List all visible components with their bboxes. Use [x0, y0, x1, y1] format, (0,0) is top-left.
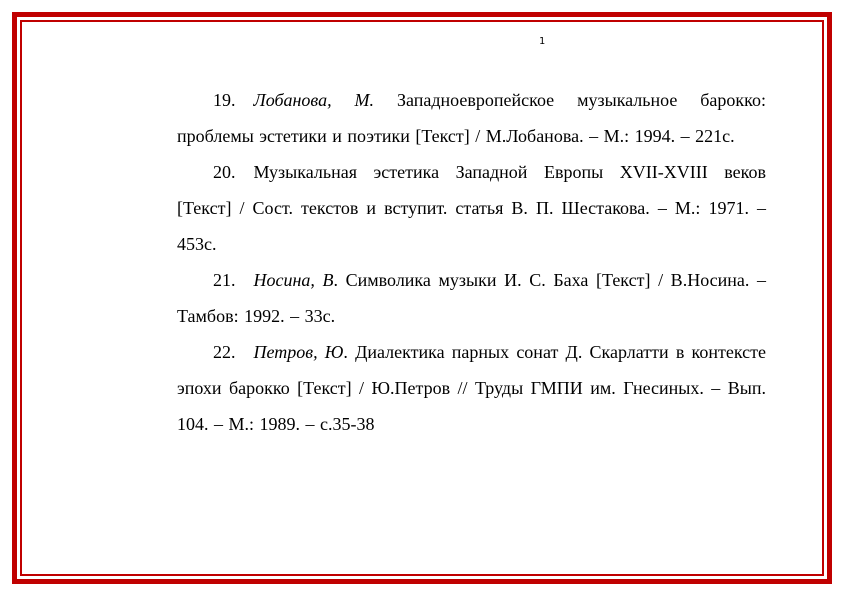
entry-text: . Символика музыки И. С. Баха [Текст] / В.Носина. – Тамбов: 1992. – 33с.: [177, 270, 766, 326]
bibliography-entry: [177, 154, 766, 262]
entry-text: Музыкальная эстетика Западной Европы XVII-XVIII веков [Текст] / Сост. текстов и вступит. статья В. П. Шестакова. – М.: 1971. – 453с.: [177, 162, 766, 254]
entry-author: Лобанова, М.: [253, 90, 375, 110]
entry-author: Петров, Ю: [253, 342, 344, 362]
page-number: 1: [539, 36, 546, 47]
bibliography-entry: [177, 82, 766, 154]
entry-author: Носина, В: [253, 270, 334, 290]
bibliography-entry: [177, 334, 766, 442]
entry-text: Западноевропейское музыкальное барокко: проблемы эстетики и поэтики [Текст] / М.Лобанова. – М.: 1994. – 221с.: [177, 90, 766, 146]
entry-text: . Диалектика парных сонат Д. Скарлатти в контексте эпохи барокко [Текст] / Ю.Петров // Труды ГМПИ им. Гнесиных. – Вып. 104. – М.: 1989. – с.35-38: [177, 342, 766, 434]
bibliography-entry: [177, 262, 766, 334]
entry-number: 21.: [213, 270, 236, 290]
bibliography-list: [177, 82, 766, 442]
entry-number: 22.: [213, 342, 236, 362]
entry-number: 20.: [213, 162, 236, 182]
entry-number: 19.: [213, 90, 236, 110]
